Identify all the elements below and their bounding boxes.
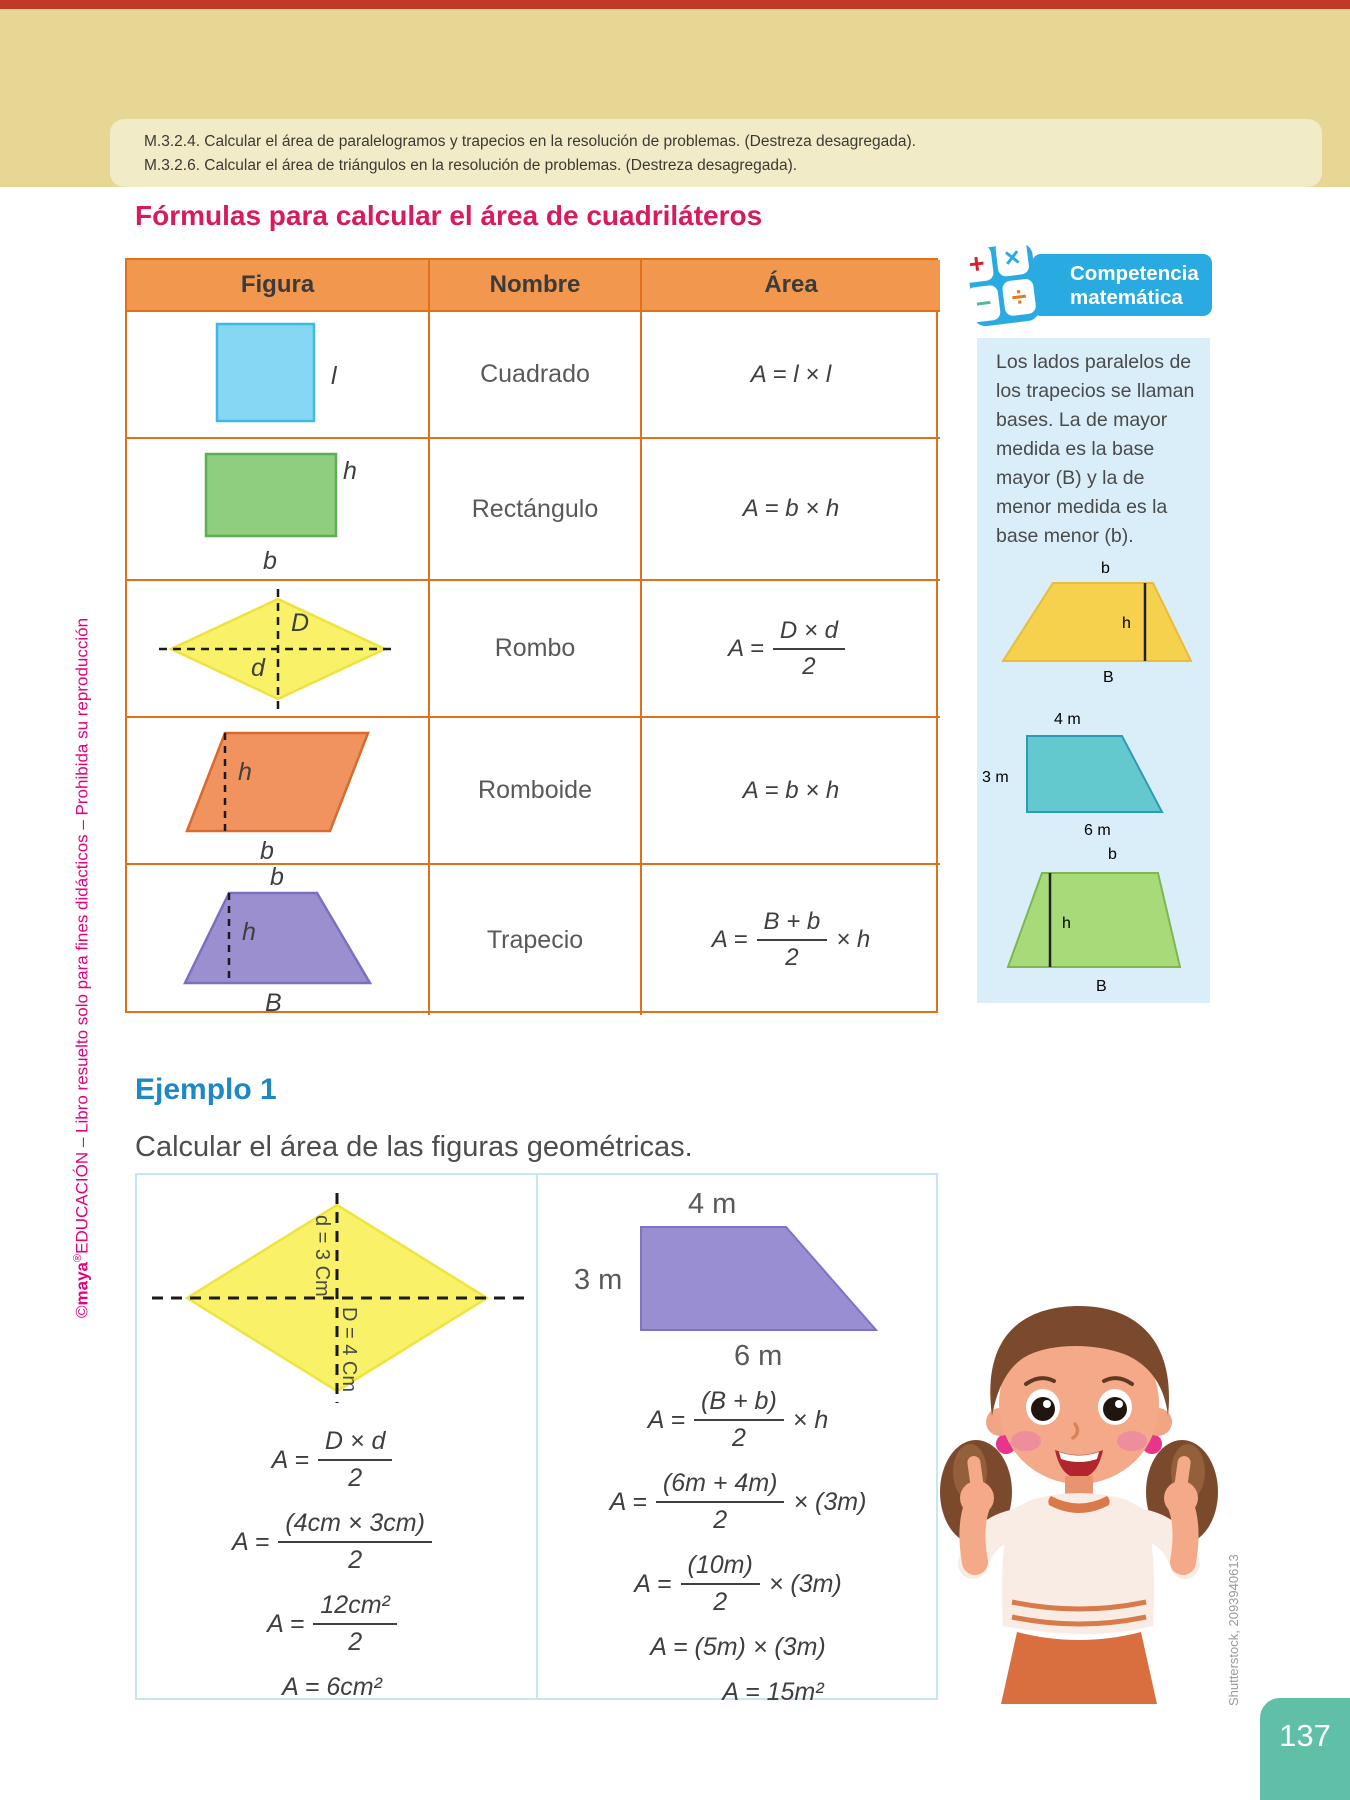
example-instruction: Calcular el área de las figuras geométricas. xyxy=(135,1131,693,1163)
teal-trapezoid-shape xyxy=(1027,736,1162,812)
romboide-base-label: b xyxy=(260,837,274,863)
left-solution-steps xyxy=(167,1427,497,1702)
name-cell: Rombo xyxy=(430,581,642,718)
trapecio-height-label: h xyxy=(242,918,256,946)
photo-credit: Shutterstock, 2093940613 xyxy=(1226,1554,1241,1706)
step-1: A = $\frac{(B + b)}{2}$ × h xyxy=(647,1387,829,1452)
rhombus-minor-diagonal-label: d = 3 Cm xyxy=(311,1215,333,1297)
trapecio-major-base-label: B xyxy=(265,989,282,1015)
competencia-header xyxy=(1032,254,1212,316)
formula-prefix: A = xyxy=(728,634,764,662)
yt-bottom-label: B xyxy=(1103,669,1114,686)
step-4: A = (5m) × (3m) xyxy=(650,1633,826,1661)
romboide-height-label: h xyxy=(238,758,252,786)
figure-cell-rectangulo xyxy=(127,439,430,581)
example-trapezoid-figure xyxy=(566,1185,906,1370)
right-solution-steps xyxy=(558,1387,918,1707)
gt-height-label: h xyxy=(1062,915,1071,932)
name-cell: Romboide xyxy=(430,718,642,865)
figure-cell-trapecio xyxy=(127,865,430,1015)
area-cell xyxy=(642,312,940,439)
figure-cell-romboide xyxy=(127,718,430,865)
competencia-body: Los lados paralelos de los trapecios se llaman bases. La de mayor medida es la base mayor (B) y la de menor medida es la base menor (b). xyxy=(996,351,1195,547)
square-side-label: l xyxy=(331,362,337,390)
parallelogram-shape xyxy=(187,733,368,831)
brand-logo: maya xyxy=(72,1261,92,1306)
sidebar-green-trapezoid xyxy=(990,843,1200,1000)
tt-bottom-label: 6 m xyxy=(1084,822,1111,839)
square-shape xyxy=(217,324,314,421)
green-trapezoid-shape xyxy=(1008,873,1180,967)
trapezoid-shape xyxy=(185,893,370,983)
tt-top-label: 4 m xyxy=(1054,711,1081,728)
figure-cell-cuadrado xyxy=(127,312,430,439)
area-cell xyxy=(642,718,940,865)
step-5: A = 15m² xyxy=(722,1678,824,1706)
step-2: A = $\frac{(6m + 4m)}{2}$ × (3m) xyxy=(609,1469,867,1534)
col-header-figura: Figura xyxy=(127,260,430,312)
tt-left-label: 3 m xyxy=(982,769,1009,786)
rhombus-major-diagonal-label: D = 4 Cm xyxy=(338,1307,360,1393)
rhombus-minor-label: d xyxy=(250,654,265,682)
formula-text: A = l × l xyxy=(750,360,832,388)
rhombus-figure xyxy=(153,581,403,716)
rect-base-label: b xyxy=(262,547,277,575)
col-header-nombre: Nombre xyxy=(430,260,642,312)
trapezoid-top-label: 4 m xyxy=(688,1188,737,1220)
page-number-tab xyxy=(1260,1698,1350,1800)
rectangle-shape xyxy=(206,454,336,536)
name-cell: Trapecio xyxy=(430,865,642,1015)
square-figure xyxy=(185,312,370,437)
yt-height-label: h xyxy=(1122,615,1131,632)
standard-line-1: M.3.2.4. Calcular el área de paralelogramos y trapecios en la resolución de problemas. (Destreza desagregada). xyxy=(144,133,916,150)
divide-icon: ÷ xyxy=(1002,278,1037,317)
girl-thumbs-up-illustration xyxy=(938,1284,1220,1704)
formulas-table xyxy=(125,258,938,1013)
trapezoid-figure xyxy=(165,865,390,1015)
formula-suffix: × h xyxy=(836,926,871,953)
yellow-trapezoid-shape xyxy=(1003,583,1191,661)
competencia-title-1: Competencia xyxy=(1070,262,1199,285)
rectangle-figure xyxy=(173,439,383,579)
step-3: A = $\frac{(10m)}{2}$ × (3m) xyxy=(634,1551,842,1616)
example-divider xyxy=(536,1175,538,1698)
top-accent-strip xyxy=(0,0,1350,9)
trapezoid-bottom-label: 6 m xyxy=(734,1340,783,1370)
trapecio-minor-base-label: b xyxy=(270,865,284,891)
shirt xyxy=(1002,1493,1154,1634)
rhombus-major-label: D xyxy=(290,609,309,637)
page-title: Fórmulas para calcular el área de cuadriláteros xyxy=(135,200,763,231)
plus-icon: + xyxy=(959,245,994,284)
formula-prefix: A = xyxy=(711,926,748,953)
gt-top-label: b xyxy=(1108,846,1117,863)
step-2: A = $\frac{(4cm \times 3cm)}{2}$ xyxy=(232,1509,432,1575)
standards-box xyxy=(110,119,1322,187)
minus-icon: − xyxy=(966,284,1001,323)
sidebar-yellow-trapezoid xyxy=(995,558,1200,691)
area-cell xyxy=(642,865,940,1015)
example-rhombus-figure xyxy=(142,1183,532,1413)
standard-line-2: M.3.2.6. Calcular el área de triángulos en la resolución de problemas. (Destreza desagregada). xyxy=(144,157,798,174)
page-number: 137 xyxy=(1279,1718,1331,1753)
trapezoid-left-label: 3 m xyxy=(574,1264,623,1296)
col-header-area: Área xyxy=(642,260,940,312)
competencia-title-2: matemática xyxy=(1070,286,1183,309)
step-3: A = $\frac{\text{12cm²}}{2}$ xyxy=(267,1591,397,1657)
figure-cell-rombo xyxy=(127,581,430,718)
yt-top-label: b xyxy=(1101,560,1110,577)
parallelogram-figure xyxy=(165,718,390,863)
example-box xyxy=(135,1173,938,1706)
name-cell: Rectángulo xyxy=(430,439,642,581)
step-4: A = 6cm² xyxy=(282,1673,382,1701)
math-operations-icon xyxy=(959,238,1043,332)
area-cell xyxy=(642,581,940,718)
formula-fraction: $\frac{D \times d}{2}$ xyxy=(773,617,845,681)
example-heading: Ejemplo 1 xyxy=(135,1073,277,1106)
name-cell: Cuadrado xyxy=(430,312,642,439)
example-trapezoid-shape xyxy=(641,1227,876,1330)
area-cell xyxy=(642,439,940,581)
formula-text: A = b × h xyxy=(742,776,840,804)
copyright-vertical-text: ©maya®EDUCACIÓN – Libro resuelto solo para fines didácticos – Prohibida su reproducción xyxy=(72,617,92,1318)
skirt xyxy=(1001,1632,1157,1704)
formula-text: A = b × h xyxy=(742,495,840,522)
sidebar-teal-trapezoid xyxy=(972,706,1187,846)
gt-bottom-label: B xyxy=(1096,978,1107,995)
formula-fraction: $\frac{B + b}{2}$ xyxy=(757,908,828,972)
step-1: A = $\frac{D \times d}{2}$ xyxy=(272,1427,393,1493)
times-icon: × xyxy=(995,239,1030,278)
rect-height-label: h xyxy=(342,457,357,485)
